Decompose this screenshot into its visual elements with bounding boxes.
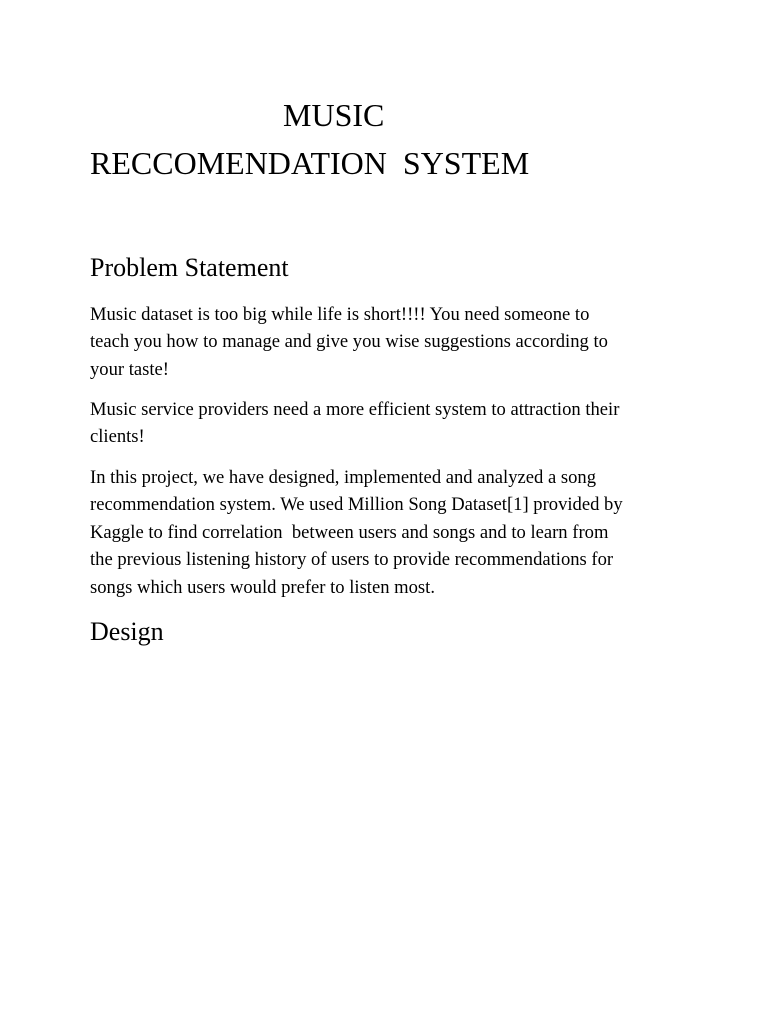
paragraph-problem-statement-1 xyxy=(90,301,690,383)
paragraph-line: Music service providers need a more efficient system to attraction their xyxy=(90,399,620,420)
paragraph-problem-statement-3 xyxy=(90,464,690,601)
document-title-line-1: MUSIC xyxy=(283,97,385,133)
section-heading-design: Design xyxy=(90,617,164,646)
paragraph-line: your taste! xyxy=(90,358,169,380)
paragraph-line: In this project, we have designed, implemented and analyzed a song xyxy=(90,467,596,488)
paragraph-line: Music dataset is too big while life is short!!!! You need someone to xyxy=(90,304,590,325)
paragraph-line: clients! xyxy=(90,426,145,448)
paragraph-line: recommendation system. We used Million Song Dataset[1] provided by xyxy=(90,494,623,516)
paragraph-line: Kaggle to find correlation between users and songs and to learn from xyxy=(90,521,609,543)
paragraph-line: songs which users would prefer to listen most. xyxy=(90,576,435,598)
paragraph-line: teach you how to manage and give you wise suggestions according to xyxy=(90,331,608,353)
section-heading-problem-statement: Problem Statement xyxy=(90,253,289,282)
document-title-line-2: RECCOMENDATION SYSTEM xyxy=(90,145,530,181)
paragraph-problem-statement-2 xyxy=(90,396,690,451)
paragraph-line: the previous listening history of users to provide recommendations for xyxy=(90,549,614,571)
